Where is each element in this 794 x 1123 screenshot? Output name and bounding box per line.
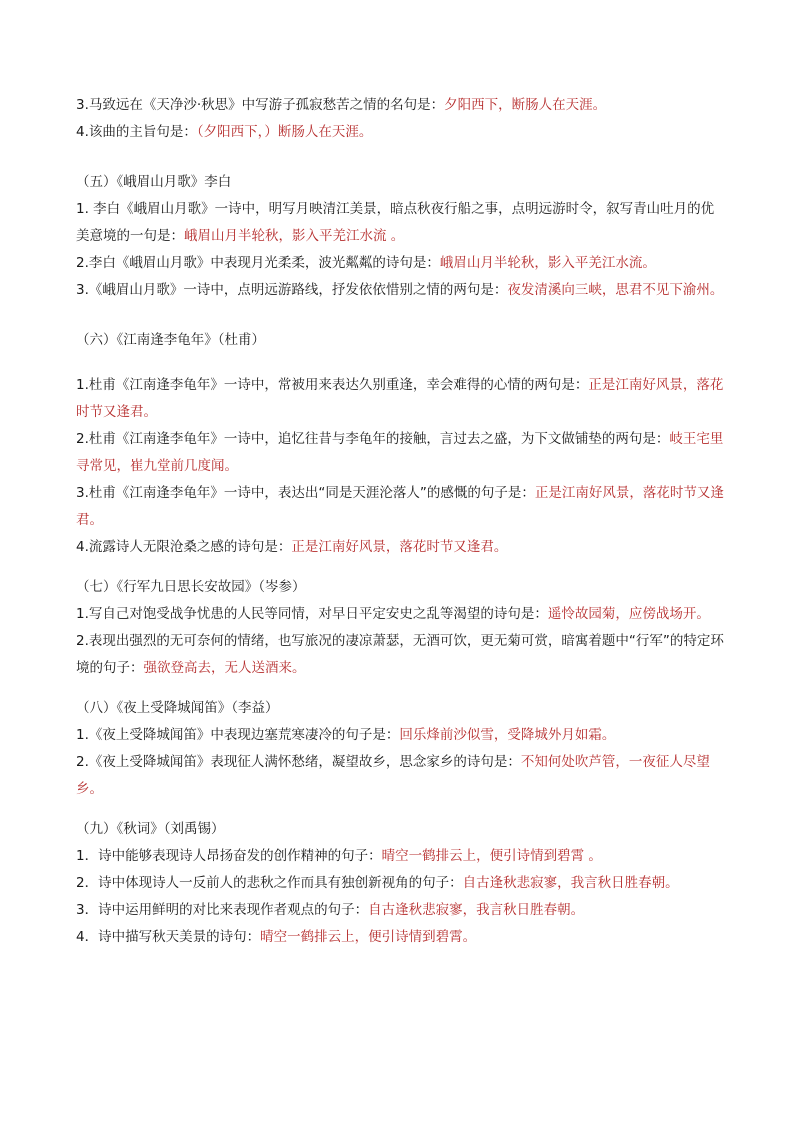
question-s8-2: 2.《夜上受降城闻笛》表现征人满怀愁绪，凝望故乡，思念家乡的诗句是：不知何处吹芦管，一夜征人尽望乡。 [76, 754, 710, 797]
question-s5-2: 2.李白《峨眉山月歌》中表现月光柔柔，波光粼粼的诗句是：峨眉山月半轮秋，影入平羌江水流。 [76, 255, 656, 271]
answer: 正是江南好风景，落花时节又逢君。 [76, 377, 724, 420]
question-s9-1: 1．诗中能够表现诗人昂扬奋发的创作精神的句子：晴空一鹤排云上，便引诗情到碧霄 。 [76, 848, 602, 864]
answer: 不知何处吹芦管，一夜征人尽望乡。 [76, 754, 710, 797]
question-s9-2: 2．诗中体现诗人一反前人的悲秋之作而具有独创新视角的句子：自古逢秋悲寂寥，我言秋日胜春朝。 [76, 875, 679, 891]
question-s6-3: 3.杜甫《江南逢李龟年》一诗中，表达出“同是天涯沦落人”的感慨的句子是：正是江南好风景，落花时节又逢君。 [76, 485, 724, 528]
answer: 岐王宅里寻常见，崔九堂前几度闻。 [76, 431, 724, 474]
answer: 正是江南好风景，落花时节又逢君。 [291, 539, 508, 555]
answer: 峨眉山月半轮秋，影入平羌江水流。 [439, 255, 656, 271]
document-body [76, 92, 726, 951]
section-heading: （五）《峨眉山月歌》李白 [76, 174, 232, 190]
answer: 峨眉山月半轮秋，影入平羌江水流 。 [184, 228, 405, 244]
answer: 夜发清溪向三峡，思君不见下渝州。 [507, 282, 724, 298]
question-s4-3: 3.马致远在《天净沙·秋思》中写游子孤寂愁苦之情的名句是：夕阳西下，断肠人在天涯。 [76, 97, 607, 113]
section-heading: （七）《行军九日思长安故园》（岑参） [76, 579, 306, 595]
question-s5-3: 3.《峨眉山月歌》一诗中，点明远游路线，抒发依依惜别之情的两句是：夜发清溪向三峡，思君不见下渝州。 [76, 282, 724, 298]
question-s6-1: 1.杜甫《江南逢李龟年》一诗中，常被用来表达久别重逢，幸会难得的心情的两句是：正是江南好风景，落花时节又逢君。 [76, 377, 724, 420]
answer: 回乐烽前沙似雪，受降城外月如霜。 [399, 727, 616, 743]
question-s9-3: 3．诗中运用鲜明的对比来表现作者观点的句子：自古逢秋悲寂寥，我言秋日胜春朝。 [76, 902, 585, 918]
question-s5-1: 1. 李白《峨眉山月歌》一诗中，明写月映清江美景，暗点秋夜行船之事，点明远游时令，叙写青山吐月的优美意境的一句是：峨眉山月半轮秋，影入平羌江水流 。 [76, 201, 715, 244]
section-heading: （六）《江南逢李龟年》（杜甫） [76, 332, 265, 348]
section-heading: （九）《秋词》（刘禹锡） [76, 821, 225, 837]
answer: 夕阳西下，断肠人在天涯。 [444, 97, 607, 113]
question-s7-1: 1.写自己对饱受战争忧患的人民等同情，对早日平定安史之乱等渴望的诗句是：遥怜故园菊，应傍战场开。 [76, 606, 710, 622]
answer: 正是江南好风景，落花时节又逢君。 [76, 485, 724, 528]
section-heading: （八）《夜上受降城闻笛》（李益） [76, 700, 279, 716]
question-s9-4: 4．诗中描写秋天美景的诗句：晴空一鹤排云上，便引诗情到碧霄。 [76, 929, 477, 945]
question-s4-4: 4.该曲的主旨句是：（夕阳西下，）断肠人在天涯。 [76, 124, 373, 140]
answer: 晴空一鹤排云上，便引诗情到碧霄。 [260, 929, 477, 945]
question-s6-2: 2.杜甫《江南逢李龟年》一诗中，追忆往昔与李龟年的接触，言过去之盛，为下文做铺垫的两句是：岐王宅里寻常见，崔九堂前几度闻。 [76, 431, 724, 474]
question-s8-1: 1.《夜上受降城闻笛》中表现边塞荒寒凄冷的句子是：回乐烽前沙似雪，受降城外月如霜。 [76, 727, 616, 743]
answer: 自古逢秋悲寂寥，我言秋日胜春朝。 [462, 875, 679, 891]
answer: 遥怜故园菊，应傍战场开。 [547, 606, 710, 622]
answer: 自古逢秋悲寂寥，我言秋日胜春朝。 [368, 902, 585, 918]
question-s6-4: 4.流露诗人无限沧桑之感的诗句是：正是江南好风景，落花时节又逢君。 [76, 539, 508, 555]
answer: （夕阳西下，）断肠人在天涯。 [196, 124, 373, 140]
question-s7-2: 2.表现出强烈的无可奈何的情绪，也写旅况的凄凉萧瑟，无酒可饮，更无菊可赏，暗寓着题中“行军”的特定环境的句子：强欲登高去，无人送酒来。 [76, 633, 724, 676]
answer: 晴空一鹤排云上，便引诗情到碧霄 。 [381, 848, 602, 864]
answer: 强欲登高去，无人送酒来。 [143, 660, 306, 676]
